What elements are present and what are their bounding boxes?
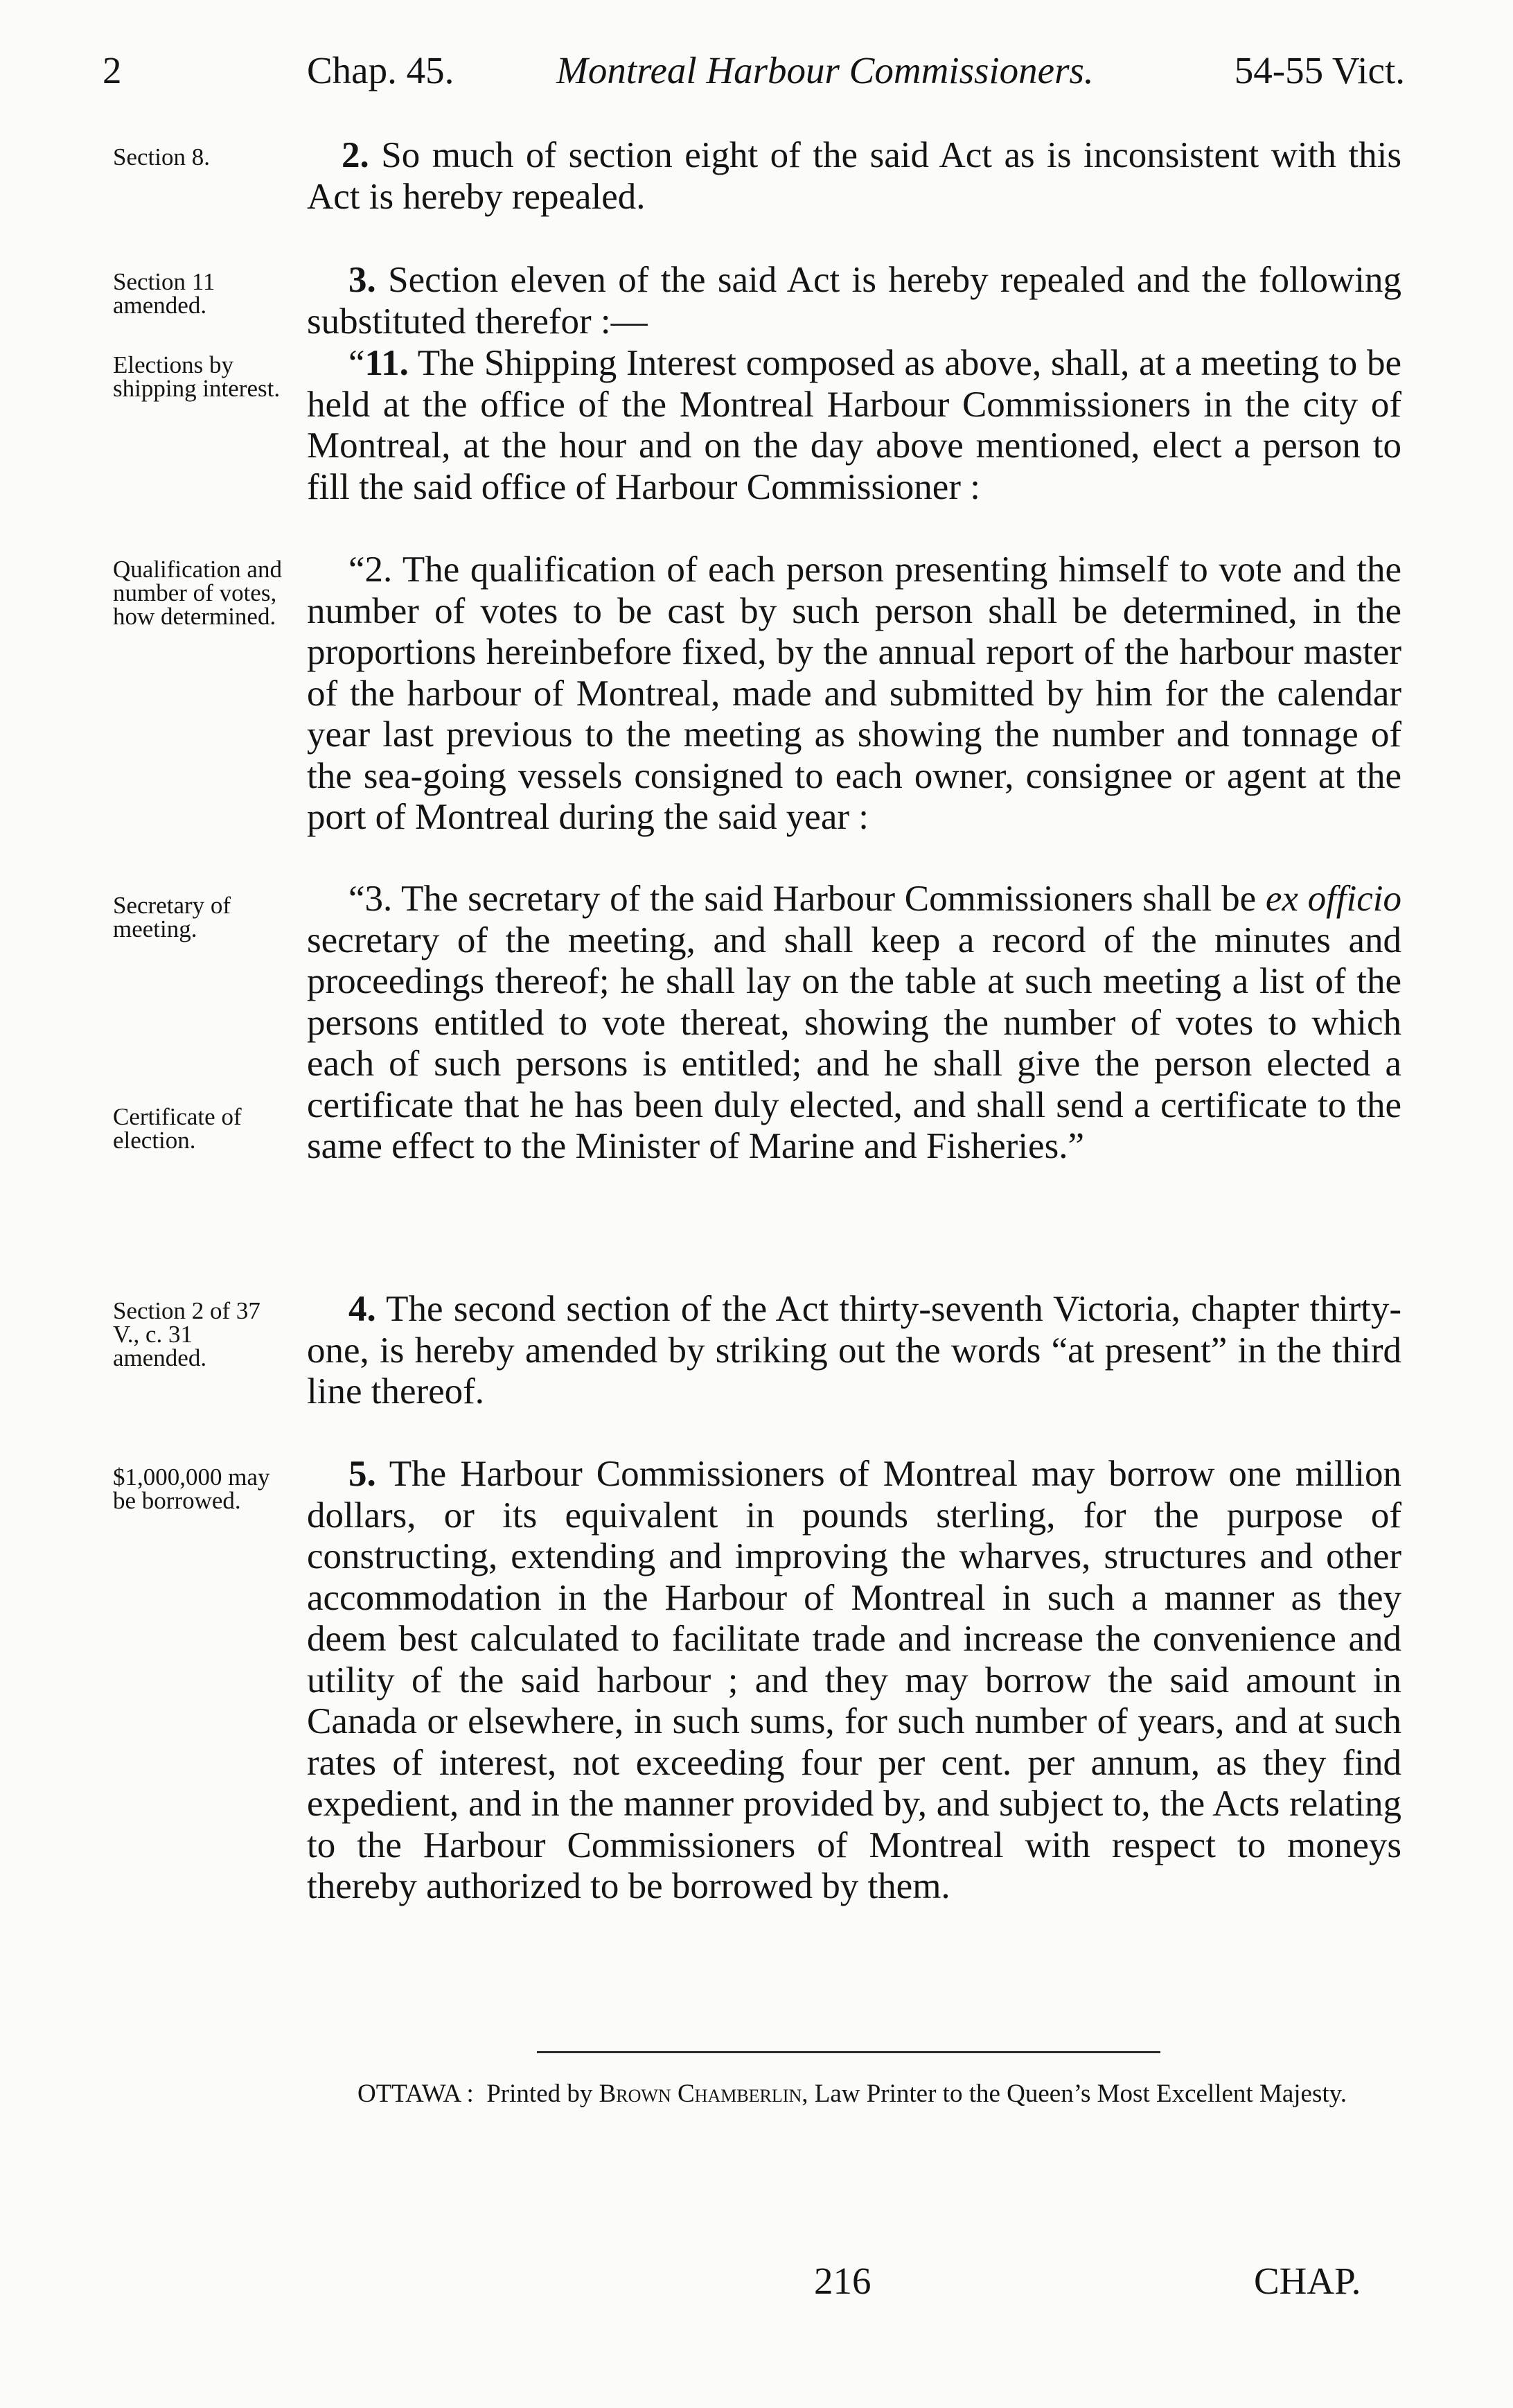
imprint-printer-name: Brown Chamberlin, <box>599 2080 808 2108</box>
chapter-number: Chap. 45. <box>307 49 454 91</box>
section-text: secretary of the meeting, and shall keep a record of the minutes and proceedings thereof; he shall lay on the table at such meeting a list of the persons entitled to vote thereat, showing the number of votes to which each of such persons is entitled; and he shall give the person elected a certificate that he has been duly elected, and shall send a certificate to the same effect to the Minister of Marine and Fisheries.” <box>307 920 1401 1166</box>
marginal-note: $1,000,000 may be borrowed. <box>113 1464 270 1514</box>
section-text: So much of section eight of the said Act as is inconsistent with this Act is hereby repealed. <box>307 135 1401 217</box>
horizontal-rule <box>537 2051 1160 2053</box>
act-title: Montreal Harbour Commissioners. <box>556 49 1094 91</box>
section-text: Section eleven of the said Act is hereby repealed and the following substituted therefor :— <box>307 260 1402 342</box>
section-2 <box>307 135 1401 218</box>
subsection-2 <box>307 550 1401 838</box>
section-text-lead: “3. The secretary of the said Harbour Commissioners shall be <box>348 879 1257 919</box>
regnal-year: 54-55 Vict. <box>1234 49 1405 91</box>
marginal-note: Certificate of election. <box>113 1103 242 1154</box>
section-number: 2. <box>342 135 369 175</box>
catchword: CHAP. <box>1254 2260 1361 2302</box>
marginal-note: Section 2 of 37 V., c. 31 amended. <box>113 1297 260 1371</box>
marginal-note: Secretary of meeting. <box>113 892 231 942</box>
marginal-note: Elections by shipping interest. <box>113 351 281 402</box>
latin-phrase: ex officio <box>1265 879 1402 919</box>
imprint-printed-by: Printed by <box>486 2080 593 2108</box>
section-number: 11. <box>364 343 409 383</box>
section-number: 5. <box>348 1454 376 1494</box>
marginal-note: Section 8. <box>113 143 210 170</box>
section-number: 3. <box>348 260 376 300</box>
subsection-3 <box>307 879 1401 1168</box>
section-4 <box>307 1289 1401 1413</box>
section-3 <box>307 260 1401 342</box>
subsection-11 <box>307 343 1401 508</box>
printer-imprint <box>312 2079 1392 2109</box>
open-quote: “ <box>348 343 365 383</box>
imprint-rest: Law Printer to the Queen’s Most Excellent Majesty. <box>814 2080 1347 2108</box>
marginal-note: Qualification and number of votes, how determined. <box>113 556 282 630</box>
section-text: The Harbour Commissioners of Montreal may borrow one million dollars, or its equivalent in pounds sterling, for the purpose of constructing, extending and improving the wharves, structures and other accommodation in the Harbour of Montreal in such a manner as they deem best calculated to facilitate trade and increase the convenience and utility of the said harbour ; and they may borrow the said amount in Canada or elsewhere, in such sums, for such number of years, and at such rates of interest, not exceeding four per cent. per annum, as they find expedient, and in the manner provided by, and subject to, the Acts relating to the Harbour Commissioners of Montreal with respect to moneys thereby authorized to be borrowed by them. <box>307 1454 1401 1906</box>
section-text: The second section of the Act thirty-seventh Victoria, chapter thirty-one, is hereby amended by striking out the words “at present” in the third line thereof. <box>307 1289 1401 1412</box>
section-5 <box>307 1454 1401 1908</box>
running-header <box>96 49 1405 104</box>
folio-number: 216 <box>814 2260 871 2302</box>
imprint-place: OTTAWA : <box>357 2080 474 2108</box>
section-text: The Shipping Interest composed as above, shall, at a meeting to be held at the office of the Montreal Harbour Commissioners in the city of Montreal, at the hour and on the day above mentioned, elect a person to fill the said office of Harbour Commissioner : <box>307 343 1401 507</box>
section-text: “2. The qualification of each person presenting himself to vote and the number of votes to be cast by such person shall be determined, in the proportions hereinbefore fixed, by the annual report of the harbour master of the harbour of Montreal, made and submitted by him for the calendar year last previous to the meeting as showing the number and tonnage of the sea-going vessels consigned to each owner, consignee or agent at the port of Montreal during the said year : <box>307 550 1401 837</box>
section-number: 4. <box>348 1289 376 1329</box>
marginal-note: Section 11 amended. <box>113 268 215 319</box>
page-number: 2 <box>103 49 122 91</box>
